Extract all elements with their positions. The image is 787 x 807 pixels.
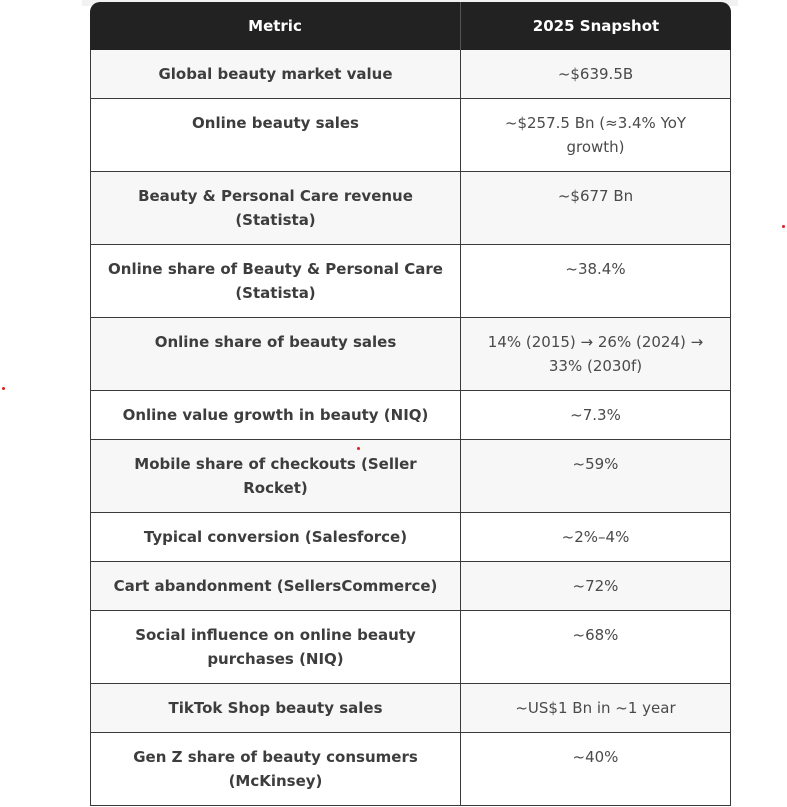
metric-cell: Online share of beauty sales	[90, 318, 461, 391]
red-marker-dot	[357, 447, 360, 450]
value-cell: ~7.3%	[461, 391, 731, 440]
table-row	[90, 733, 731, 806]
metric-cell: Beauty & Personal Care revenue (Statista)	[90, 172, 461, 245]
metric-cell: Online beauty sales	[90, 99, 461, 172]
value-cell: ~72%	[461, 562, 731, 611]
red-marker-dot	[782, 225, 785, 228]
header-snapshot: 2025 Snapshot	[461, 2, 731, 50]
table-row	[90, 318, 731, 391]
value-cell: ~US$1 Bn in ~1 year	[461, 684, 731, 733]
value-cell: ~$257.5 Bn (≈3.4% YoY growth)	[461, 99, 731, 172]
table-row	[90, 513, 731, 562]
value-cell: 14% (2015) → 26% (2024) → 33% (2030f)	[461, 318, 731, 391]
table-row	[90, 562, 731, 611]
data-table-container	[90, 2, 731, 806]
value-cell: ~59%	[461, 440, 731, 513]
table-row	[90, 245, 731, 318]
red-marker-dot	[2, 387, 5, 390]
table-row	[90, 99, 731, 172]
metric-cell: Gen Z share of beauty consumers (McKinsey)	[90, 733, 461, 806]
value-cell: ~$677 Bn	[461, 172, 731, 245]
metric-cell: TikTok Shop beauty sales	[90, 684, 461, 733]
value-cell: ~$639.5B	[461, 50, 731, 99]
table-row	[90, 611, 731, 684]
table-row	[90, 50, 731, 99]
value-cell: ~40%	[461, 733, 731, 806]
value-cell: ~38.4%	[461, 245, 731, 318]
table-row	[90, 172, 731, 245]
table-row	[90, 391, 731, 440]
metric-cell: Global beauty market value	[90, 50, 461, 99]
header-metric: Metric	[90, 2, 461, 50]
beauty-metrics-table	[90, 2, 731, 806]
table-header-row	[90, 2, 731, 50]
value-cell: ~68%	[461, 611, 731, 684]
value-cell: ~2%–4%	[461, 513, 731, 562]
metric-cell: Social influence on online beauty purchases (NIQ)	[90, 611, 461, 684]
table-row	[90, 440, 731, 513]
table-row	[90, 684, 731, 733]
metric-cell: Online share of Beauty & Personal Care (Statista)	[90, 245, 461, 318]
metric-cell: Online value growth in beauty (NIQ)	[90, 391, 461, 440]
metric-cell: Typical conversion (Salesforce)	[90, 513, 461, 562]
metric-cell: Mobile share of checkouts (Seller Rocket)	[90, 440, 461, 513]
metric-cell: Cart abandonment (SellersCommerce)	[90, 562, 461, 611]
